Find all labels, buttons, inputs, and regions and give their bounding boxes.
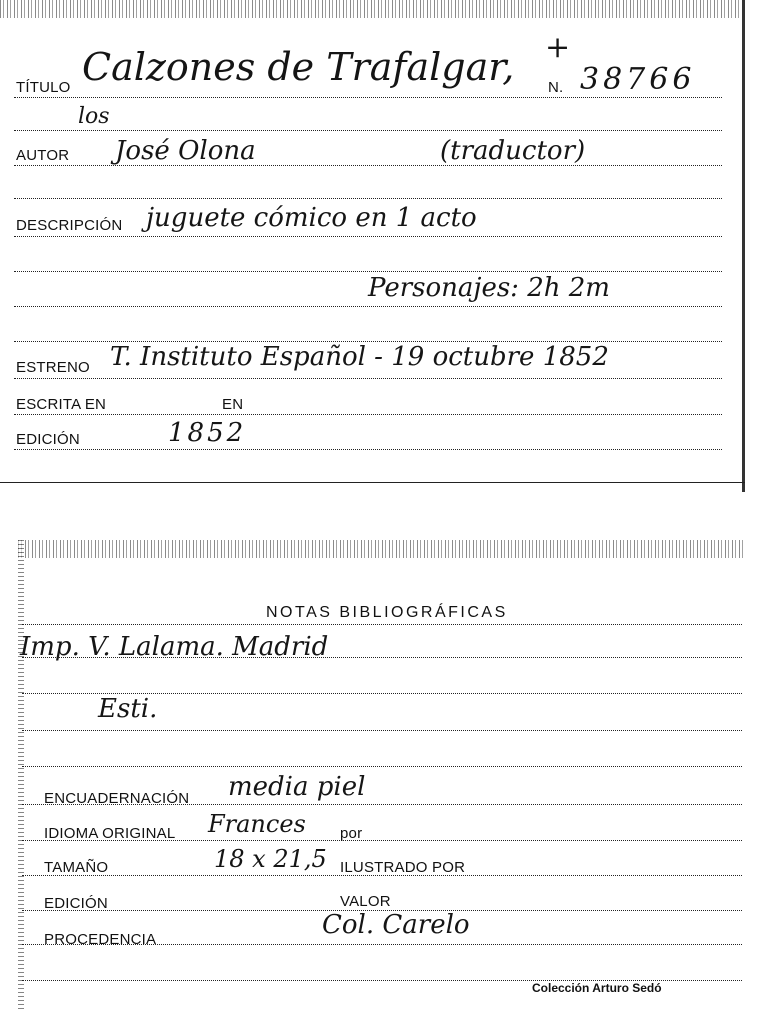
descripcion-value: juguete cómico en 1 acto	[146, 203, 477, 233]
edicion-label-2: EDICIÓN	[44, 895, 108, 912]
ruled-line	[22, 766, 742, 767]
edicion-value: 1852	[168, 418, 247, 448]
plus-mark: +	[545, 30, 571, 65]
autor-role: (traductor)	[440, 136, 586, 166]
ilustrado-label: ILUSTRADO POR	[340, 859, 466, 876]
notas-heading: NOTAS BIBLIOGRÁFICAS	[266, 604, 508, 621]
ruled-line	[14, 236, 722, 237]
titulo-value: Calzones de Trafalgar,	[82, 45, 515, 89]
note-line-1: Imp. V. Lalama. Madrid	[20, 632, 329, 662]
por-label: por	[340, 825, 363, 842]
edicion-label: EDICIÓN	[16, 431, 80, 448]
card-scan-edge	[0, 0, 745, 18]
card-scan-edge	[18, 540, 746, 558]
card-bottom-edge	[0, 482, 745, 483]
ruled-line	[14, 97, 722, 98]
ruled-line	[14, 306, 722, 307]
estreno-value: T. Instituto Español - 19 octubre 1852	[110, 342, 609, 372]
autor-value: José Olona	[115, 136, 256, 166]
ruled-line	[14, 271, 722, 272]
autor-label: AUTOR	[16, 147, 70, 164]
procedencia-label: PROCEDENCIA	[44, 931, 157, 948]
tamano-value: 18 x 21,5	[214, 845, 327, 873]
ruled-line	[14, 378, 722, 379]
catalog-card-front	[0, 0, 745, 492]
titulo-article: los	[78, 104, 110, 129]
personajes-value: Personajes: 2h 2m	[368, 273, 610, 303]
ruled-line	[14, 449, 722, 450]
estreno-label: ESTRENO	[16, 359, 90, 376]
card-left-border	[18, 540, 24, 1010]
tamano-label: TAMAÑO	[44, 859, 109, 876]
idioma-label: IDIOMA ORIGINAL	[44, 825, 176, 842]
note-line-2: Esti.	[98, 694, 158, 724]
escrita-label: ESCRITA EN	[16, 396, 107, 413]
encuadernacion-value: media piel	[228, 772, 366, 802]
numero-label: N.	[548, 79, 564, 96]
ruled-line	[14, 414, 722, 415]
descripcion-label: DESCRIPCIÓN	[16, 217, 123, 234]
en-label: EN	[222, 396, 244, 413]
titulo-label: TÍTULO	[16, 79, 71, 96]
ruled-line	[14, 130, 722, 131]
ruled-line	[22, 624, 742, 625]
card-right-border	[742, 0, 745, 492]
catalog-card-back	[18, 540, 746, 1010]
collection-footer: Colección Arturo Sedó	[532, 981, 662, 995]
encuadernacion-label: ENCUADERNACIÓN	[44, 790, 190, 807]
numero-value: 38766	[580, 62, 696, 97]
idioma-value: Frances	[208, 810, 306, 838]
procedencia-value: Col. Carelo	[322, 910, 470, 940]
ruled-line	[14, 198, 722, 199]
ruled-line	[22, 730, 742, 731]
valor-label: VALOR	[340, 893, 391, 910]
